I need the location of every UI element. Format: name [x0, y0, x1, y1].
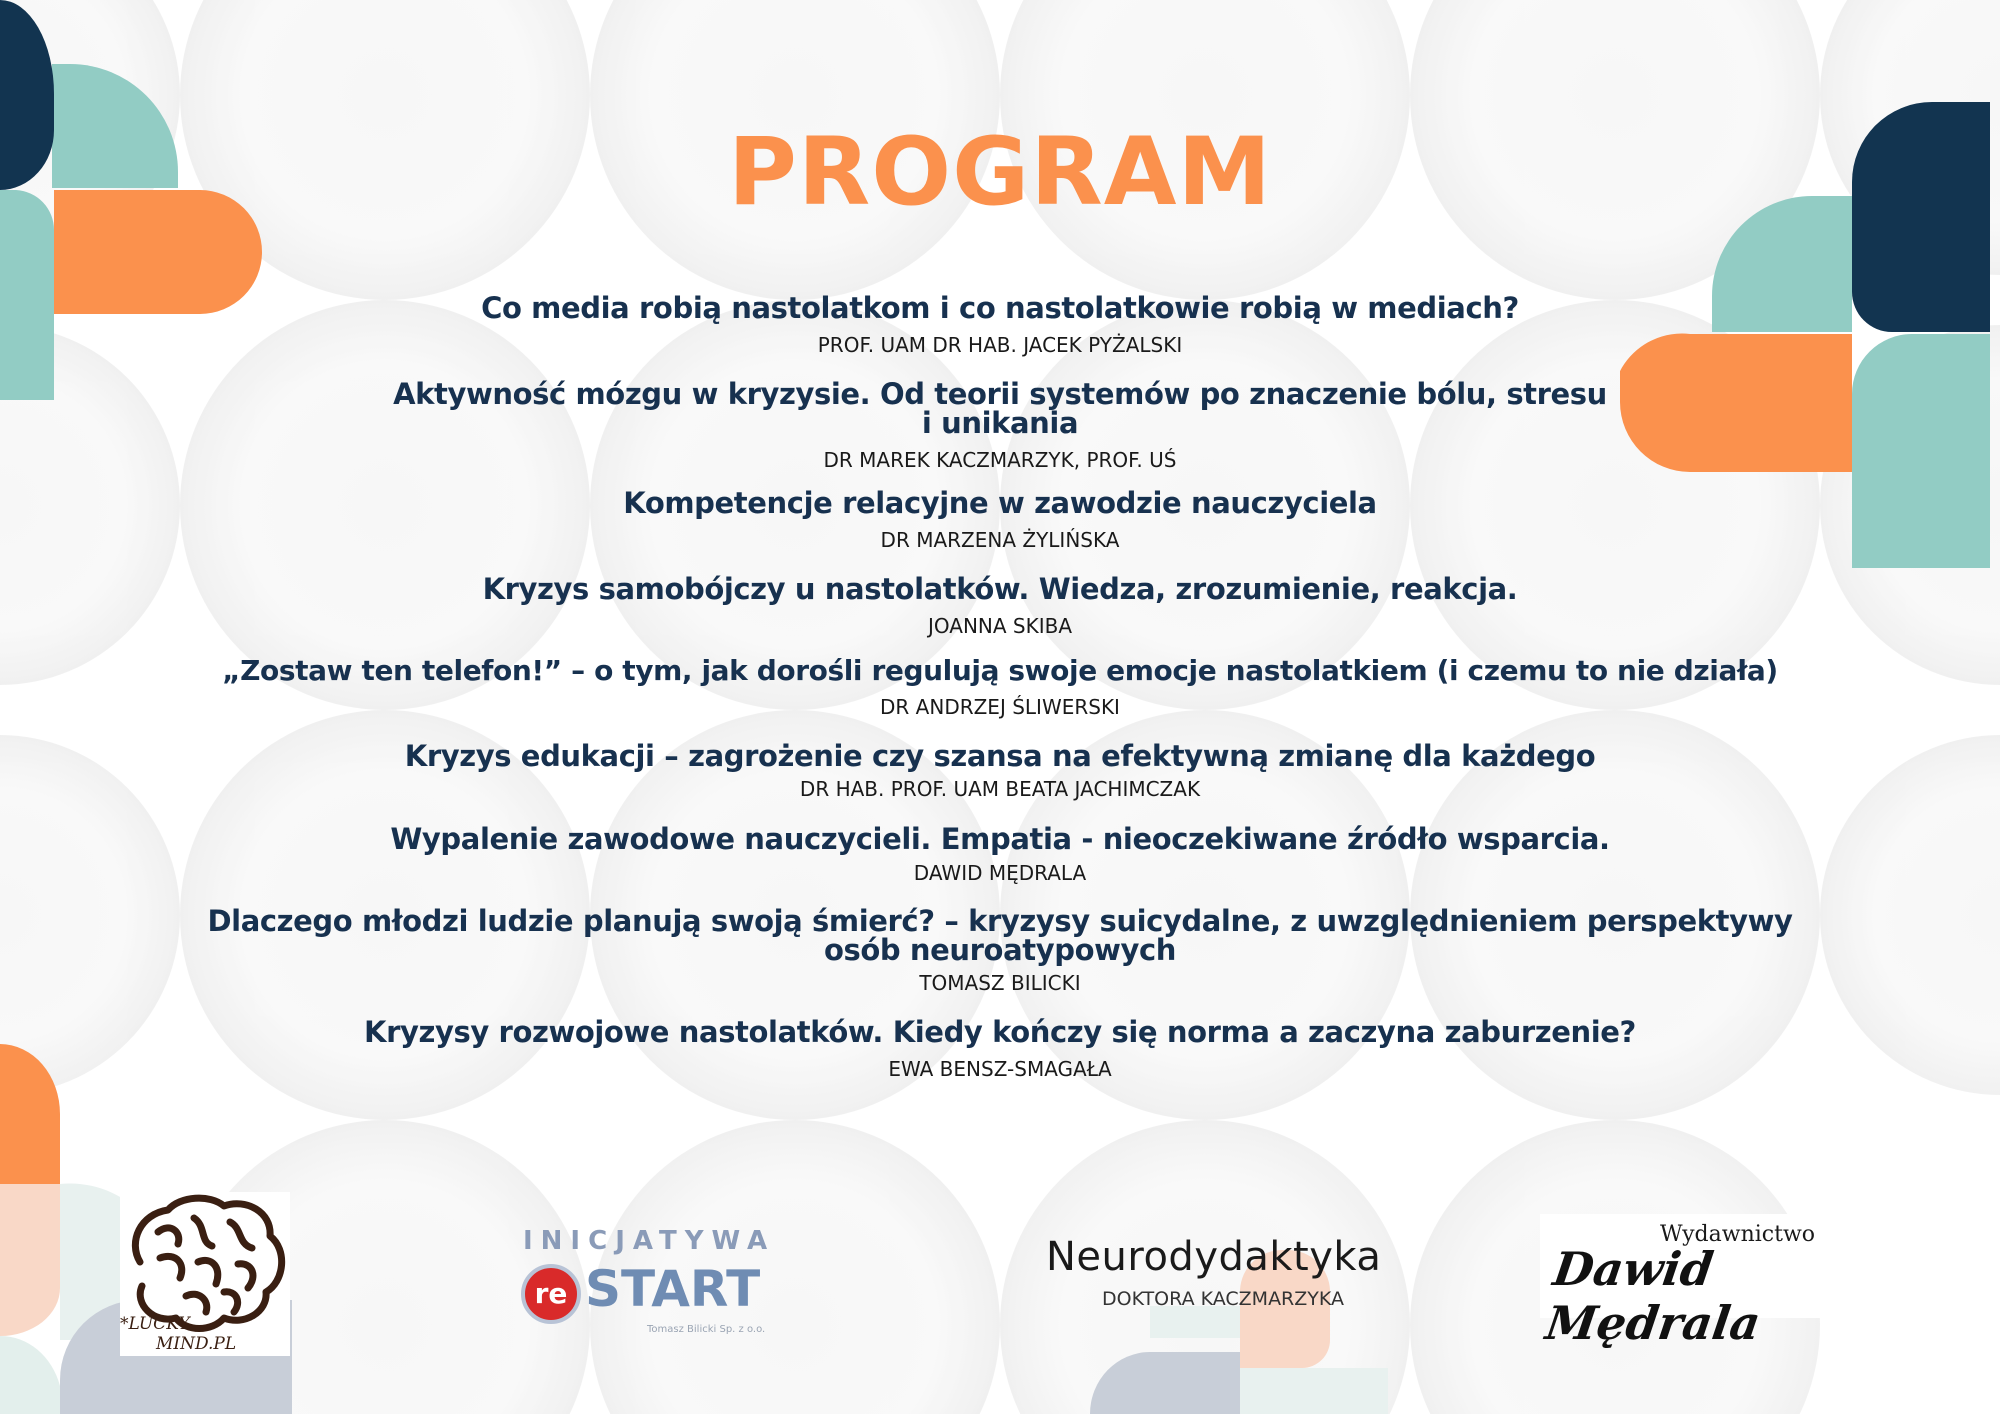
talk-speaker: PROF. UAM DR HAB. JACEK PYŻALSKI	[817, 333, 1183, 357]
talk-speaker: EWA BENSZ-SMAGAŁA	[888, 1057, 1112, 1081]
talk-speaker: DR ANDRZEJ ŚLIWERSKI	[880, 695, 1120, 719]
talk-speaker: TOMASZ BILICKI	[919, 971, 1081, 995]
talk-title: Wypalenie zawodowe nauczycieli. Empatia - nieoczekiwane źródło wsparcia.	[390, 822, 1610, 856]
luckymind-line2: MIND.PL	[156, 1334, 237, 1354]
talk-title-continued: i unikania	[921, 406, 1079, 440]
talk-item	[200, 291, 1800, 357]
talk-speaker: DR HAB. PROF. UAM BEATA JACHIMCZAK	[799, 777, 1201, 801]
pale-teal-shape-2	[0, 1336, 60, 1414]
talk-item	[200, 904, 1800, 995]
neurodydaktyka-sub: DOKTORA KACZMARZYKA	[1102, 1288, 1345, 1310]
page-title: PROGRAM	[727, 118, 1272, 227]
talk-title: „Zostaw ten telefon!” – o tym, jak dorośli regulują swoje emocje nastolatkiem (i czemu to nie działa)	[222, 654, 1778, 687]
neurodydaktyka-name: Neurodydaktyka	[1046, 1234, 1382, 1280]
talk-item	[200, 377, 1800, 472]
talk-item	[200, 1015, 1800, 1081]
talk-title: Dlaczego młodzi ludzie planują swoją śmierć? – kryzysy suicydalne, z uwzględnieniem perspektywy	[207, 904, 1793, 938]
luckymind-line1: *LUCKY	[120, 1314, 190, 1334]
peach-shape	[0, 1184, 60, 1336]
talk-item	[200, 656, 1800, 717]
neurodydaktyka-logo[interactable]	[1040, 1234, 1420, 1314]
talk-title: Kryzys samobójczy u nastolatków. Wiedza, zrozumienie, reakcja.	[482, 572, 1518, 606]
restart-word: START	[585, 1260, 761, 1318]
teal-block-shape	[1852, 334, 1990, 568]
luckymind-text	[120, 1314, 237, 1354]
medrala-publisher-label: Wydawnictwo	[1660, 1222, 1816, 1247]
talk-title-continued: osób neuroatypowych	[823, 933, 1177, 967]
talk-speaker: DR MARZENA ŻYLIŃSKA	[880, 528, 1120, 552]
talk-item	[200, 739, 1800, 801]
talk-speaker: DR MAREK KACZMARZYK, PROF. UŚ	[823, 448, 1177, 472]
restart-badge: re	[521, 1264, 581, 1324]
restart-initiative-label: INICJATYWA	[523, 1226, 776, 1256]
medrala-logo[interactable]	[1540, 1214, 1930, 1350]
talk-speaker: JOANNA SKIBA	[927, 614, 1073, 638]
talk-item	[200, 572, 1800, 638]
talk-title: Kryzys edukacji – zagrożenie czy szansa na efektywną zmianę dla każdego	[404, 739, 1596, 773]
program-list	[200, 0, 1800, 1414]
talk-title: Kryzysy rozwojowe nastolatków. Kiedy kończy się norma a zaczyna zaburzenie?	[364, 1015, 1636, 1049]
orange-quarter-shape	[0, 1044, 60, 1184]
talk-speaker: DAWID MĘDRALA	[913, 861, 1087, 885]
talk-item	[200, 822, 1800, 885]
luckymind-logo[interactable]	[120, 1192, 290, 1356]
medrala-signature: Dawid Mędrala	[1542, 1242, 1764, 1350]
talk-title: Co media robią nastolatkom i co nastolatkowie robią w mediach?	[481, 291, 1519, 325]
talk-item	[200, 486, 1800, 552]
talk-title: Aktywność mózgu w kryzysie. Od teorii systemów po znaczenie bólu, stresu	[393, 377, 1607, 411]
restart-company: Tomasz Bilicki Sp. z o.o.	[647, 1324, 766, 1335]
restart-logo[interactable]	[515, 1226, 785, 1344]
talk-title: Kompetencje relacyjne w zawodzie nauczyciela	[623, 486, 1377, 520]
